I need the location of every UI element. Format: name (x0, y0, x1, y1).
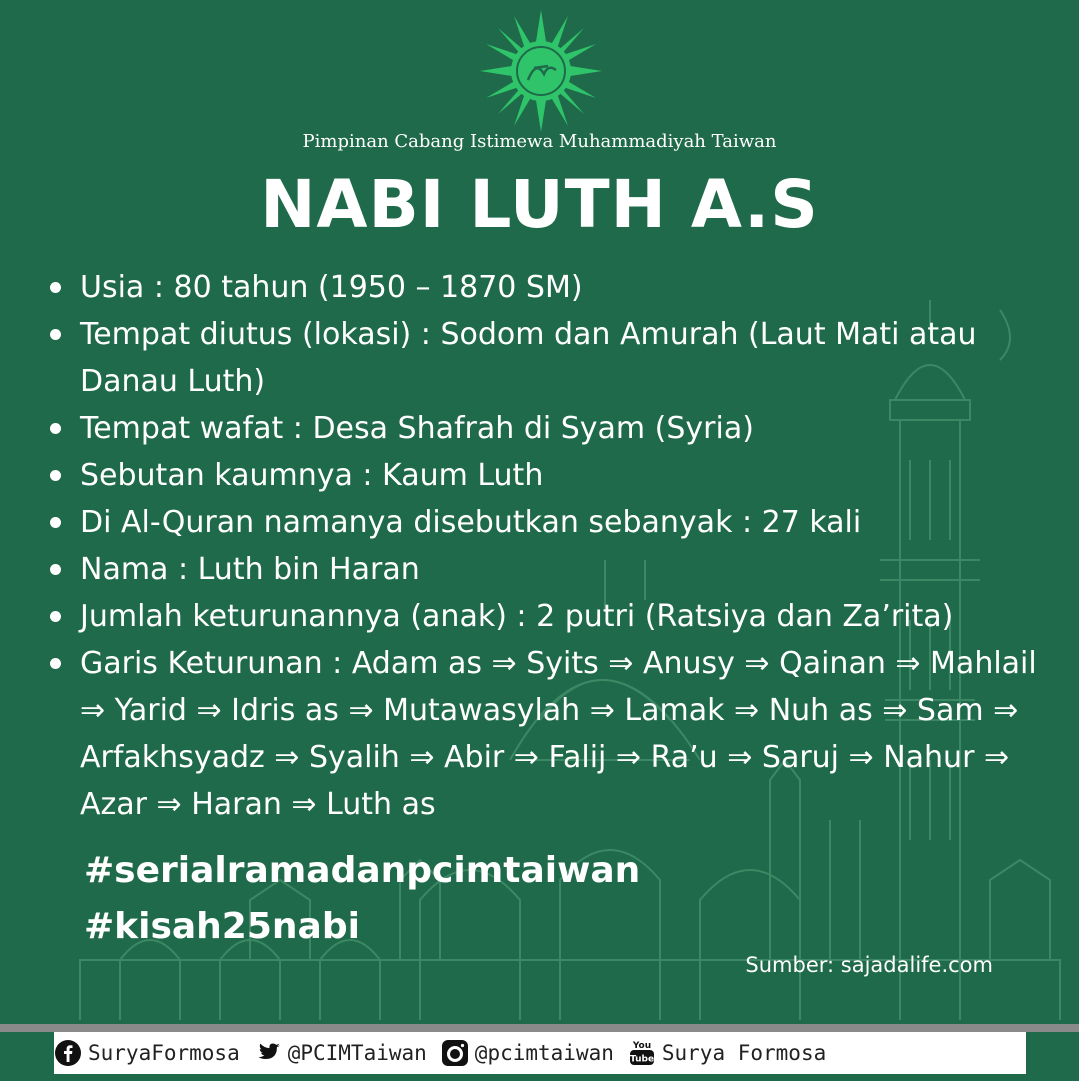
fact-item-children: Jumlah keturunannya (anak) : 2 putri (Ratsiya dan Za’rita) (48, 593, 1048, 640)
fact-item-name: Nama : Luth bin Haran (48, 546, 1048, 593)
twitter-icon (254, 1039, 282, 1067)
social-twitter[interactable] (254, 1039, 427, 1067)
social-instagram[interactable] (441, 1039, 614, 1067)
fact-item-location: Tempat diutus (lokasi) : Sodom dan Amurah (Laut Mati atau Danau Luth) (48, 311, 1048, 405)
footer-divider (0, 1024, 1079, 1032)
facebook-label: SuryaFormosa (88, 1041, 240, 1065)
svg-text:You: You (632, 1041, 652, 1051)
facebook-icon (54, 1039, 82, 1067)
instagram-icon (441, 1039, 469, 1067)
fact-item-lineage: Garis Keturunan : Adam as ⇒ Syits ⇒ Anusy ⇒ Qainan ⇒ Mahlail ⇒ Yarid ⇒ Idris as ⇒ Mutawasylah ⇒ Lamak ⇒ Nuh as ⇒ Sam ⇒ Arfakhsyadz ⇒ Syalih ⇒ Abir ⇒ Falij ⇒ Ra’u ⇒ Saruj ⇒ Nahur ⇒ Azar ⇒ Haran ⇒ Luth as (48, 640, 1048, 828)
instagram-label: @pcimtaiwan (474, 1041, 614, 1065)
hashtag-kisah: #kisah25nabi (84, 906, 360, 947)
social-bar (54, 1032, 1026, 1074)
twitter-label: @PCIMTaiwan (287, 1041, 427, 1065)
social-facebook[interactable] (54, 1039, 240, 1067)
source-credit: Sumber: sajadalife.com (745, 953, 993, 977)
social-youtube[interactable] (628, 1039, 826, 1067)
fact-item-quran-mentions: Di Al-Quran namanya disebutkan sebanyak : 27 kali (48, 499, 1048, 546)
youtube-icon (628, 1039, 656, 1067)
muhammadiyah-logo (478, 8, 604, 134)
page-title: NABI LUTH A.S (260, 166, 819, 243)
svg-text:Tube: Tube (629, 1054, 654, 1065)
organization-name: Pimpinan Cabang Istimewa Muhammadiyah Taiwan (302, 131, 777, 152)
hashtag-serial: #serialramadanpcimtaiwan (84, 850, 641, 891)
fact-item-death-place: Tempat wafat : Desa Shafrah di Syam (Syria) (48, 405, 1048, 452)
facts-list (48, 264, 1048, 828)
fact-item-age: Usia : 80 tahun (1950 – 1870 SM) (48, 264, 1048, 311)
fact-item-people: Sebutan kaumnya : Kaum Luth (48, 452, 1048, 499)
youtube-label: Surya Formosa (661, 1041, 827, 1065)
